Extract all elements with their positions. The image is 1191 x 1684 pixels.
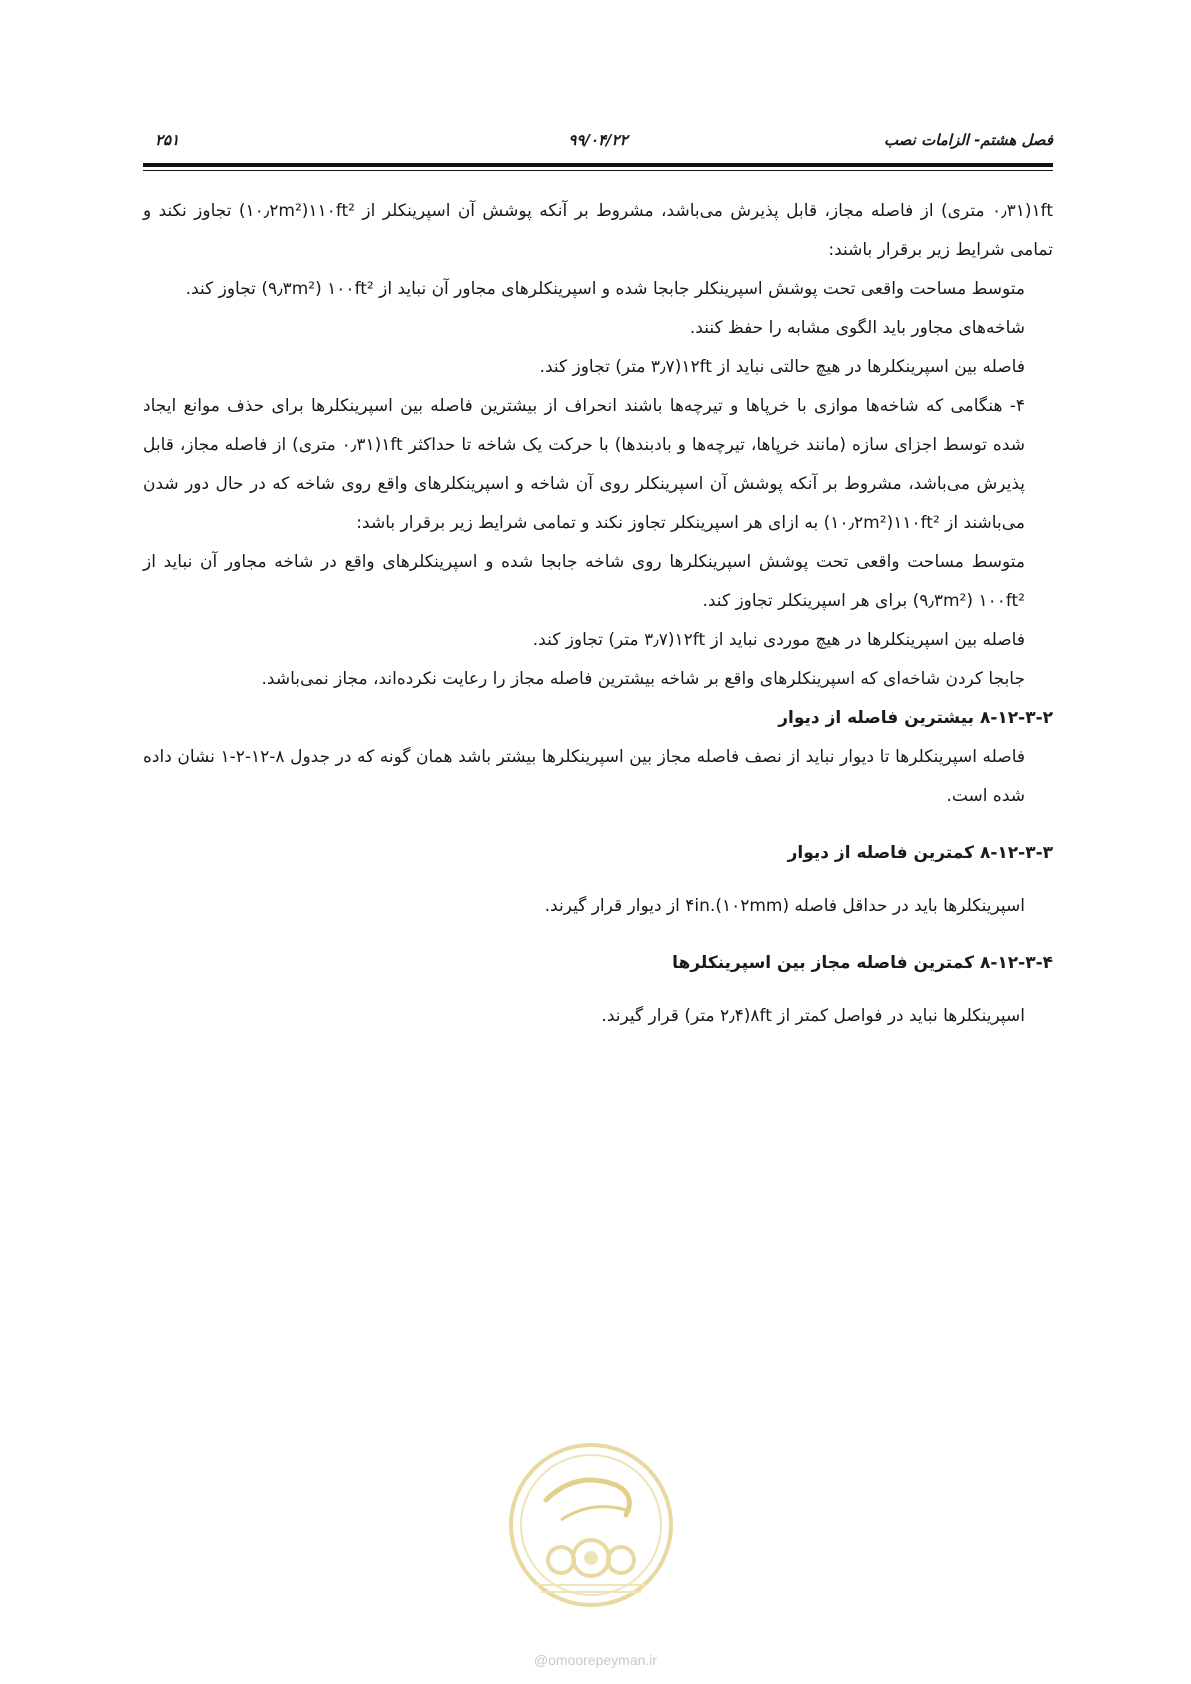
section-text: اسپرینکلرها نباید در فواصل کمتر از ۸ft(۲٫۴ متر) قرار گیرند. xyxy=(601,1006,1025,1026)
paragraph: جابجا کردن شاخه‌ای که اسپرینکلرهای واقع بر شاخه بیشترین فاصله مجاز را رعایت نکرده‌اند، مجاز نمی‌باشد. xyxy=(261,669,1025,689)
watermark-seal xyxy=(506,1440,676,1610)
paragraph: متوسط مساحت واقعی تحت پوشش اسپرینکلر جابجا شده و اسپرینکلرهای مجاور آن نباید از ۱۰۰ft² (۹٫۳m²) تجاوز کند. xyxy=(185,279,1025,299)
paragraph: فاصله بین اسپرینکلرها در هیچ حالتی نباید از ۱۲ft(۳٫۷ متر) تجاوز کند. xyxy=(539,357,1025,377)
paragraph: ۴- هنگامی که شاخه‌ها موازی با خرپاها و تیرچه‌ها باشند انحراف از بیشترین فاصله بین اسپرینکلرها برای حذف موانع ایجاد شده توسط اجزای سازه (مانند خرپاها، تیرچه‌ها و بادبندها) با حرکت یک شاخه تا حداکثر ۱ft(۰٫۳۱ متری) از فاصله مجاز، قابل پذیرش می‌باشد، مشروط بر آنکه پوشش آن اسپرینکلر روی آن شاخه و اسپرینکلرهای واقع روی شاخه که در حال دور شدن می‌باشند از ۱۱۰ft²(۱۰٫۲m²) به ازای هر اسپرینکلر تجاوز نکند و تمامی شرایط زیر برقرار باشد: xyxy=(143,396,1025,533)
section-text: اسپرینکلرها باید در حداقل فاصله ۴in.(۱۰۲mm) از دیوار قرار گیرند. xyxy=(544,896,1025,916)
paragraph: متوسط مساحت واقعی تحت پوشش اسپرینکلرها روی شاخه جابجا شده و اسپرینکلرهای واقع در شاخه مجاور آن نباید از ۱۰۰ft² (۹٫۳m²) برای هر اسپرینکلر تجاوز کند. xyxy=(143,552,1025,611)
section-heading: ۸-۱۲-۳-۲ بیشترین فاصله از دیوار xyxy=(778,708,1053,728)
page-number: ۲۵۱ xyxy=(155,131,180,149)
watermark-website: @omoorepeyman.ir xyxy=(533,1652,658,1668)
header-rule-thin xyxy=(143,170,1053,171)
section-heading: ۸-۱۲-۳-۳ کمترین فاصله از دیوار xyxy=(787,843,1053,863)
section-text: فاصله اسپرینکلرها تا دیوار نباید از نصف فاصله مجاز بین اسپرینکلرها بیشتر باشد همان گونه که در جدول ۸-۱۲-۲-۱ نشان داده شده است. xyxy=(143,747,1025,806)
section-heading: ۸-۱۲-۳-۴ کمترین فاصله مجاز بین اسپرینکلرها xyxy=(672,953,1053,973)
header-rule-thick xyxy=(143,163,1053,167)
page-header xyxy=(143,131,1053,157)
chapter-title: فصل هشتم- الزامات نصب xyxy=(883,131,1053,149)
header-date: ۹۹/۰۴/۲۲ xyxy=(568,131,628,149)
paragraph: فاصله بین اسپرینکلرها در هیچ موردی نباید از ۱۲ft(۳٫۷ متر) تجاوز کند. xyxy=(532,630,1025,650)
paragraph: ۱ft(۰٫۳۱ متری) از فاصله مجاز، قابل پذیرش می‌باشد، مشروط بر آنکه پوشش آن اسپرینکلر از ۱۱۰ft²(۱۰٫۲m²) تجاوز نکند و تمامی شرایط زیر برقرار باشند: xyxy=(143,201,1053,260)
body-text xyxy=(143,192,1053,1036)
paragraph: شاخه‌های مجاور باید الگوی مشابه را حفظ کنند. xyxy=(689,318,1025,338)
